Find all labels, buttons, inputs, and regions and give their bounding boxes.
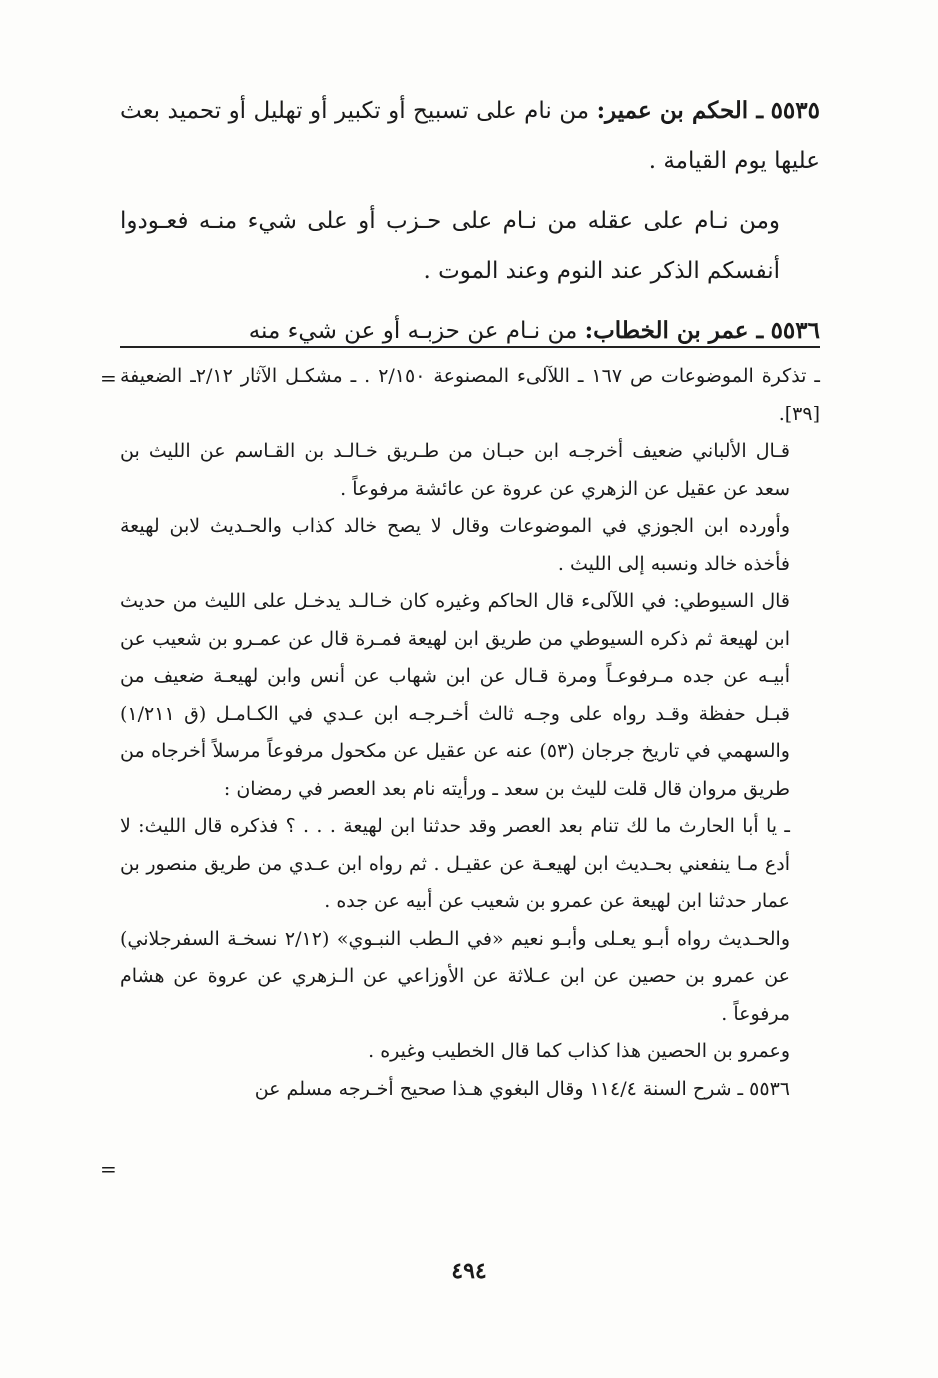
entry-text: من نام على تسبيح أو تكبير أو تهليل أو تحميد بعث عليها يوم القيامة .	[120, 98, 820, 174]
entry-narrator: ـ عمر بن الخطاب:	[584, 317, 764, 344]
footnote-divider	[120, 346, 820, 348]
entry-number: ٥٥٣٥	[770, 97, 820, 124]
entry-5536	[120, 306, 820, 356]
page-number: ٤٩٤	[451, 1258, 487, 1284]
footnote-line: قـال الألباني ضعيف أخرجـه ابن حبـان من طـريق خـالـد بن القـاسم عن الليث بن سعد عن عقيل عن الزهري عن عروة عن عائشة مرفوعاً .	[120, 440, 790, 500]
footnote-line: قال السيوطي: في اللآلىء قال الحاكم وغيره كان خـالـد يدخـل على الليث من حديث ابن لهيعة ثم ذكره السيوطي من طريق ابن لهيعة فمـرة قال عن عمـرو بن شعيب عن أبيـه عن جده مـرفوعـاً ومرة قـال عن ابن شهاب عن أنس وابن لهيعـة ضعيف من قبـل حفظة وقـد رواه على وجـه ثالث أخـرجـه ابن عـدي في الكـامـل (ق ١/٢١١) والسهمي في تاريخ جرجان (٥٣) عنه عن عقيل عن مكحول مرفوعاً مرسلاً أخرجاه من طريق مروان قال قلت لليث بن سعد ـ ورأيته نام بعد العصر في رمضان :	[120, 590, 790, 800]
footnote-line: ٥٥٣٦ ـ شرح السنة ١١٤/٤ وقال البغوي هـذا صحيح أخـرجه مسلم عن	[254, 1077, 790, 1100]
continuation-mark: =	[100, 366, 117, 390]
entry-text: من نـام عن حزبـه أو عن شيء منه	[248, 318, 578, 344]
footnotes	[120, 358, 820, 1108]
main-text	[120, 86, 820, 366]
main-paragraph: ومن نـام على عقله من نـام على حـزب أو على شيء منـه فعـودوا أنفسكم الذكر عند النوم وعند الموت .	[120, 208, 780, 284]
footnote-line: وأورده ابن الجوزي في الموضوعات وقال لا يصح خالد كذاب والحـديث لابن لهيعة فأخذه خالد ونسبه إلى الليث .	[120, 515, 790, 575]
entry-narrator: ـ الحكم بن عمير:	[596, 97, 764, 124]
continuation-mark: =	[100, 1157, 117, 1181]
entry-5535	[120, 86, 820, 186]
footnote-line: ـ يا أبا الحارث ما لك تنام بعد العصر وقد حدثنا ابن لهيعة . . . ؟ فذكره قال الليث: لا أدع مـا ينفعني بحـديث ابن لهيعـة عن عقيـل . ثم رواه ابن عـدي من طريق منصور بن عمار حدثنا ابن لهيعة عن عمرو بن شعيب عن أبيه عن جده .	[120, 815, 790, 912]
footnote-line: وعمرو بن الحصين هذا كذاب كما قال الخطيب وغيره .	[368, 1040, 790, 1062]
entry-number: ٥٥٣٦	[770, 317, 820, 344]
footnote-line: ـ تذكرة الموضوعات ص ١٦٧ ـ اللآلىء المصنوعة ٢/١٥٠ . ـ مشكـل الآثار ٢/١٢ـ الضعيفة [٣٩].	[120, 365, 820, 425]
footnote-line: والحـديث رواه أبـو يعـلى وأبـو نعيم «في الـطب النبـوي» (٢/١٢ نسخـة السفرجلاني) عن عمرو بن حصين عن ابن عـلاثة عن الأوزاعي عن الـزهري عن عروة عن هشام مرفوعاً .	[120, 927, 790, 1025]
